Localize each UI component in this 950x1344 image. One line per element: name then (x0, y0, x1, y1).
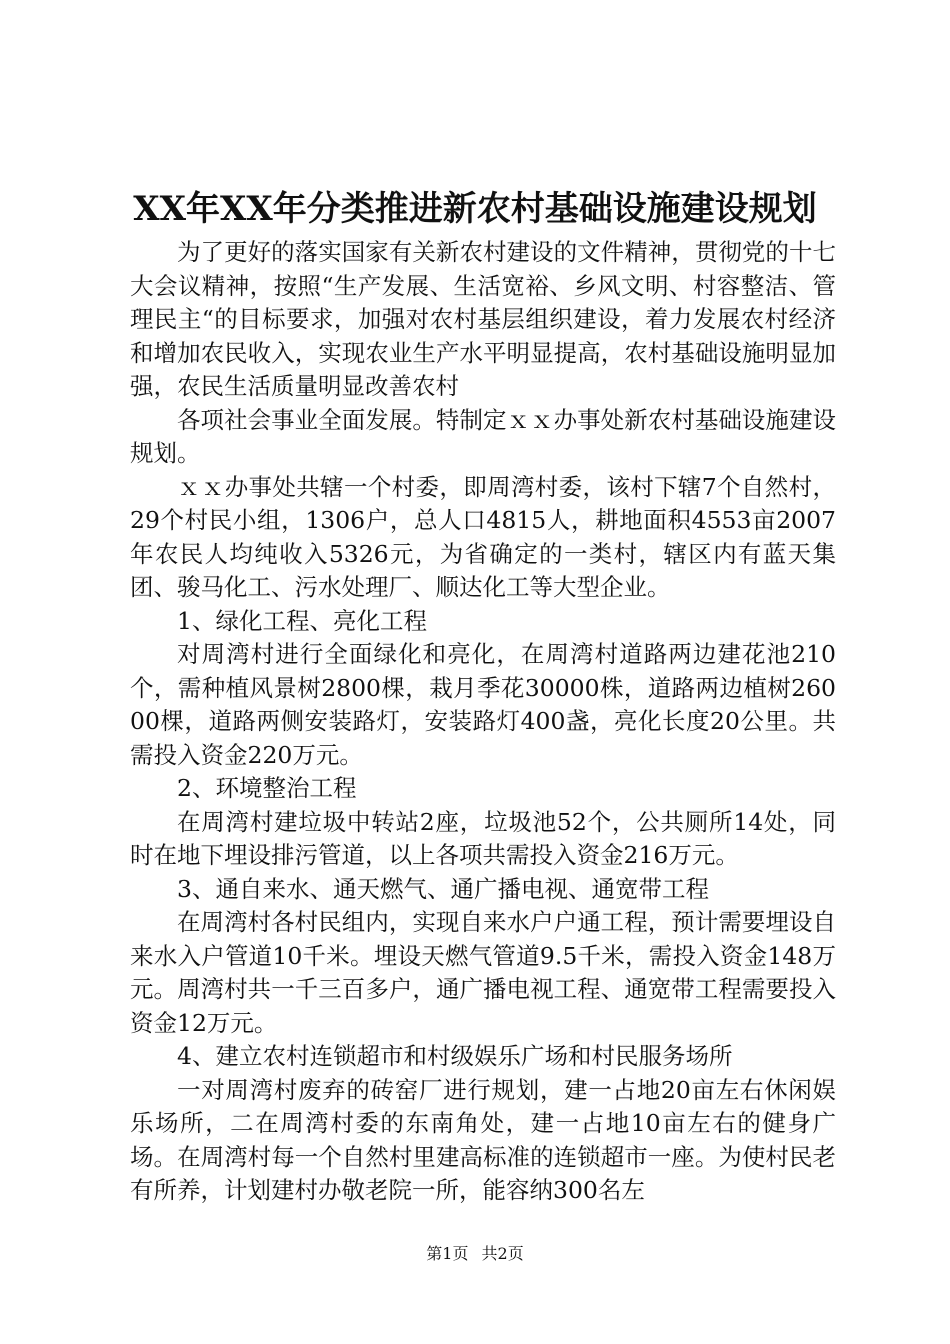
paragraph-overview: ｘｘ办事处共辖一个村委，即周湾村委，该村下辖7个自然村，29个村民小组，1306户，总人口4815人，耕地面积4553亩2007年农民人均纯收入5326元，为省确定的一类村，辖区内有蓝天集团、骏马化工、污水处理厂、顺达化工等大型企业。 (130, 472, 836, 601)
paragraph-intro: 为了更好的落实国家有关新农村建设的文件精神，贯彻党的十七大会议精神，按照“生产发展、生活宽裕、乡风文明、村容整洁、管理民主“的目标要求，加强对农村基层组织建设，着力发展农村经济和增加农民收入，实现农业生产水平明显提高，农村基础设施明显加强，农民生活质量明显改善农村 (130, 238, 836, 400)
paragraph-section-2: 在周湾村建垃圾中转站2座，垃圾池52个，公共厕所14处，同时在地下埋设排污管道，以上各项共需投入资金216万元。 (130, 807, 836, 869)
section-heading-4: 4、建立农村连锁超市和村级娱乐广场和村民服务场所 (177, 1042, 733, 1070)
paragraph-section-1: 对周湾村进行全面绿化和亮化，在周湾村道路两边建花池210个，需种植风景树2800棵，栽月季花30000株，道路两边植树26000棵，道路两侧安装路灯，安装路灯400盏，亮化长度20公里。共需投入资金220万元。 (130, 640, 836, 769)
document-body (130, 236, 836, 1208)
paragraph-section-4: 一对周湾村废弃的砖窑厂进行规划，建一占地20亩左右休闲娱乐场所，二在周湾村委的东南角处，建一占地10亩左右的健身广场。在周湾村每一个自然村里建高标准的连锁超市一座。为使村民老有所养，计划建村办敬老院一所，能容纳300名左 (130, 1075, 836, 1204)
section-heading-2: 2、环境整治工程 (177, 774, 357, 802)
section-heading-1: 1、绿化工程、亮化工程 (177, 606, 427, 635)
page-number: 第1页 (426, 1244, 469, 1263)
page-total: 共2页 (481, 1244, 524, 1263)
section-heading-3: 3、通自来水、通天燃气、通广播电视、通宽带工程 (177, 874, 709, 903)
document-title: XX年XX年分类推进新农村基础设施建设规划 (133, 189, 817, 229)
paragraph-intro-continued: 各项社会事业全面发展。特制定ｘｘ办事处新农村基础设施建设规划。 (130, 405, 836, 467)
page-footer (0, 1243, 950, 1265)
paragraph-section-3: 在周湾村各村民组内，实现自来水户户通工程，预计需要埋设自来水入户管道10千米。埋设天燃气管道9.5千米，需投入资金148万元。周湾村共一千三百多户，通广播电视工程、通宽带工程需要投入资金12万元。 (130, 908, 836, 1037)
